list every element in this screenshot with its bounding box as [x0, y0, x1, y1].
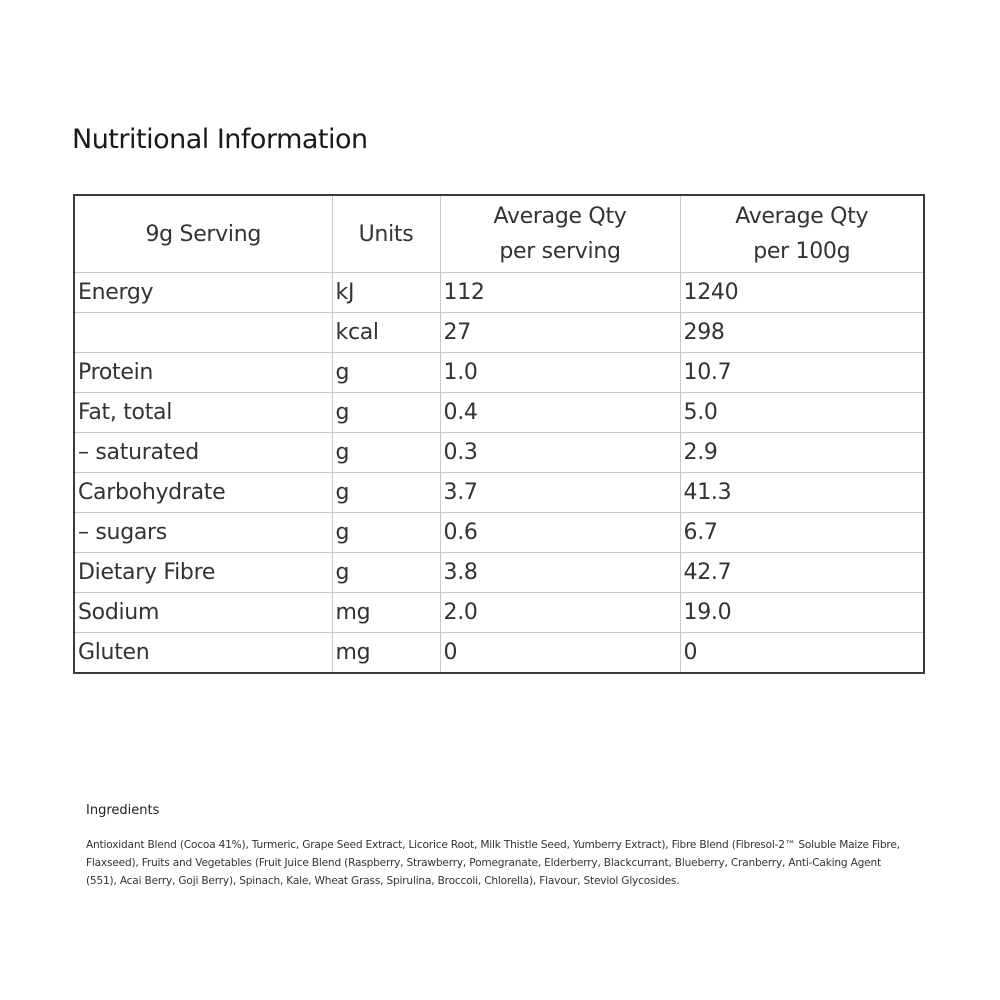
table-row [74, 393, 924, 433]
qty-per-100g: 42.7 [680, 553, 924, 593]
qty-per-serving: 0.4 [440, 393, 680, 433]
nutrient-name: – saturated [74, 433, 332, 473]
nutrient-unit: g [332, 513, 440, 553]
nutrition-table-body [74, 273, 924, 674]
nutrition-table-header [74, 195, 924, 273]
qty-per-serving: 1.0 [440, 353, 680, 393]
header-serving-label: 9g Serving [145, 221, 262, 247]
nutrient-unit: g [332, 353, 440, 393]
nutrient-name: – sugars [74, 513, 332, 553]
nutrient-name: Energy [74, 273, 332, 313]
qty-per-100g: 10.7 [680, 353, 924, 393]
header-row [74, 195, 924, 273]
nutrient-unit: g [332, 393, 440, 433]
qty-per-100g: 2.9 [680, 433, 924, 473]
nutrient-name: Dietary Fibre [74, 553, 332, 593]
nutrient-unit: g [332, 433, 440, 473]
qty-per-serving: 112 [440, 273, 680, 313]
header-units [332, 195, 440, 273]
qty-per-100g: 298 [680, 313, 924, 353]
qty-per-100g: 41.3 [680, 473, 924, 513]
ingredients-heading: Ingredients [86, 803, 160, 818]
table-row [74, 633, 924, 674]
nutrition-table [73, 194, 925, 674]
header-per-100g-line1: Average Qty [735, 204, 869, 229]
table-row [74, 353, 924, 393]
qty-per-serving: 3.8 [440, 553, 680, 593]
nutrient-unit: kcal [332, 313, 440, 353]
page-title: Nutritional Information [72, 124, 368, 155]
qty-per-100g: 19.0 [680, 593, 924, 633]
header-per-100g [680, 195, 924, 273]
table-row [74, 553, 924, 593]
nutrient-unit: g [332, 473, 440, 513]
nutrient-name: Fat, total [74, 393, 332, 433]
qty-per-serving: 0.3 [440, 433, 680, 473]
nutrient-name: Gluten [74, 633, 332, 674]
qty-per-serving: 3.7 [440, 473, 680, 513]
header-per-serving-line2: per serving [499, 239, 621, 264]
nutrient-name: Sodium [74, 593, 332, 633]
qty-per-100g: 0 [680, 633, 924, 674]
nutrient-unit: mg [332, 593, 440, 633]
header-per-serving [440, 195, 680, 273]
qty-per-serving: 2.0 [440, 593, 680, 633]
nutrient-unit: kJ [332, 273, 440, 313]
qty-per-100g: 6.7 [680, 513, 924, 553]
nutrient-name: Carbohydrate [74, 473, 332, 513]
qty-per-100g: 5.0 [680, 393, 924, 433]
table-row [74, 473, 924, 513]
nutrient-unit: g [332, 553, 440, 593]
nutrient-name [74, 313, 332, 353]
header-serving [74, 195, 332, 273]
header-per-100g-line2: per 100g [753, 239, 851, 264]
table-row [74, 273, 924, 313]
nutrient-name: Protein [74, 353, 332, 393]
qty-per-serving: 27 [440, 313, 680, 353]
table-row [74, 313, 924, 353]
qty-per-serving: 0 [440, 633, 680, 674]
qty-per-100g: 1240 [680, 273, 924, 313]
table-row [74, 433, 924, 473]
header-per-serving-line1: Average Qty [493, 204, 627, 229]
nutrient-unit: mg [332, 633, 440, 674]
qty-per-serving: 0.6 [440, 513, 680, 553]
header-units-label: Units [358, 221, 414, 247]
table-row [74, 513, 924, 553]
ingredients-text: Antioxidant Blend (Cocoa 41%), Turmeric, Grape Seed Extract, Licorice Root, Milk Thistle Seed, Yumberry Extract), Fibre Blend (Fibresol-2™ Soluble Maize Fibre, Flaxseed), Fruits and Vegetables (Fruit Juice Blend (Raspberry, Strawberry, Pomegranate, Elderberry, Blackcurrant, Blueberry, Cranberry, Anti-Caking Agent (551), Acai Berry, Goji Berry), Spinach, Kale, Wheat Grass, Spirulina, Broccoli, Chlorella), Flavour, Steviol Glycosides. [86, 839, 900, 887]
table-row [74, 593, 924, 633]
